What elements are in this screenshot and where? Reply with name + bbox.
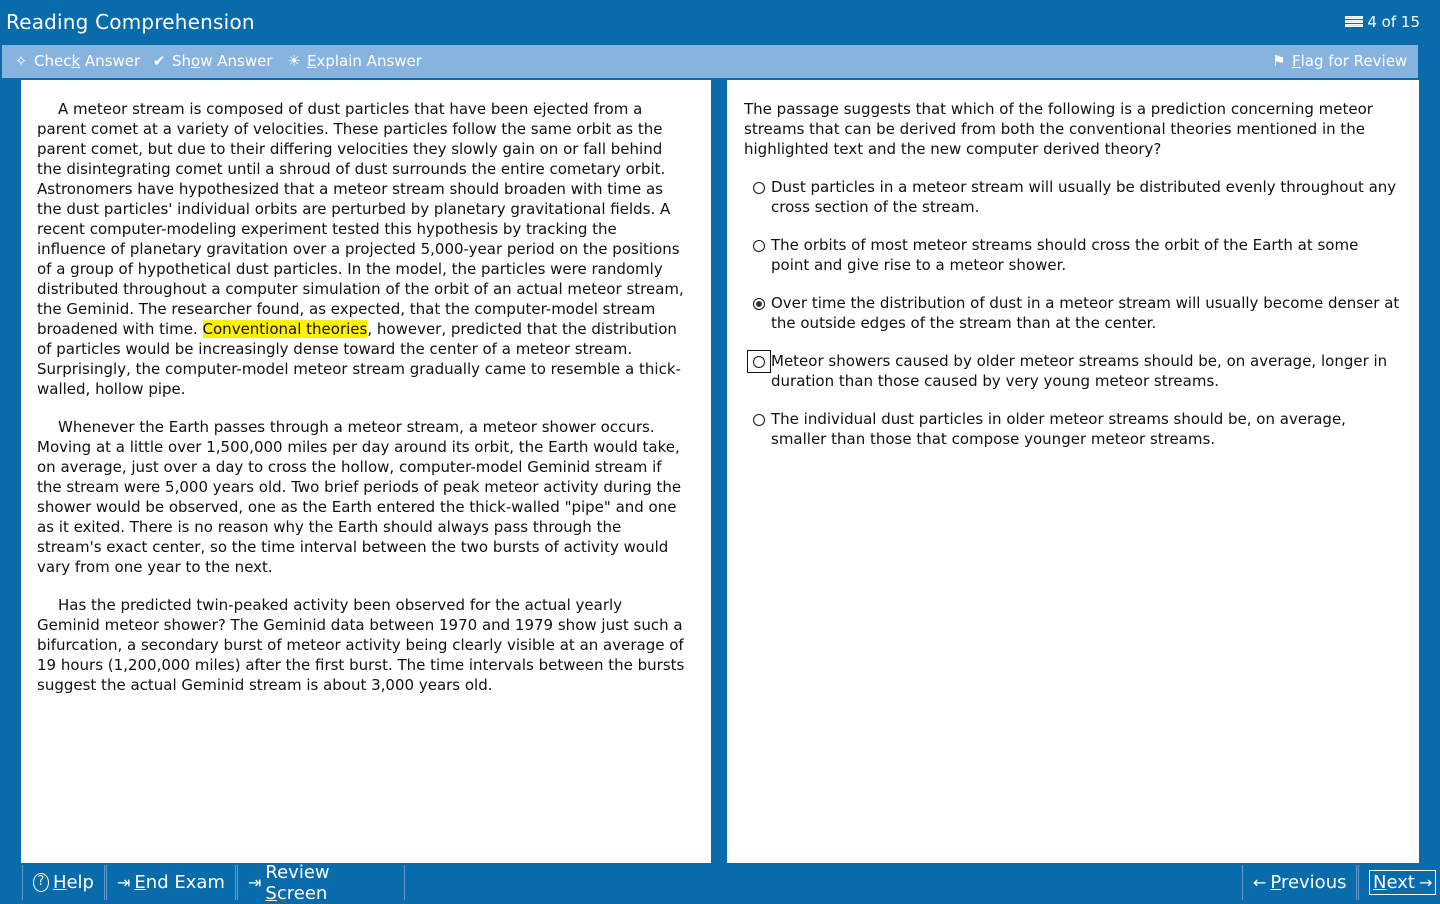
answer-choice-selected[interactable] [751, 293, 1401, 333]
question-counter [1345, 13, 1420, 31]
answer-choice-text: The orbits of most meteor streams should cross the orbit of the Earth at some point and give rise to a meteor shower. [771, 236, 1359, 274]
arrow-left-icon: ← [1253, 873, 1267, 892]
explain-answer-button[interactable] [285, 52, 422, 70]
show-answer-label: Show Answer [172, 52, 273, 70]
question-counter-text: 4 of 15 [1367, 13, 1420, 31]
radio-button[interactable] [753, 414, 765, 426]
answer-choice-text: Meteor showers caused by older meteor streams should be, on average, longer in duration than those caused by very young meteor streams. [771, 352, 1388, 390]
passage-text [37, 99, 689, 713]
answer-choice-focused[interactable] [751, 351, 1401, 391]
review-screen-button[interactable] [237, 861, 405, 904]
wand-icon: ✧ [14, 52, 28, 70]
check-answer-label: Check Answer [34, 52, 141, 70]
next-label: Next [1373, 872, 1415, 893]
review-screen-label: Review Screen [265, 861, 330, 904]
end-exam-label: End Exam [134, 872, 225, 893]
answer-choices [751, 177, 1401, 467]
previous-button[interactable] [1242, 865, 1357, 900]
passage-paragraph-2: Whenever the Earth passes through a meteor stream, a meteor shower occurs. Moving at a little over 1,500,000 miles per day around its orbit, the Earth would take, on average, just over a day to cross the hollow, computer-model Geminid stream if the stream were 5,000 years old. Two brief periods of peak meteor activity during the shower would be observed, one as the Earth entered the thick-walled "pipe" and one as it exited. There is no reason why the Earth should always pass through the stream's exact center, so the time interval between the two bursts of activity would vary from one year to the next. [37, 418, 682, 576]
question-panel [727, 80, 1419, 863]
radio-button-selected[interactable] [753, 298, 765, 310]
flag-for-review-label: Flag for Review [1292, 52, 1408, 70]
explain-answer-label: Explain Answer [307, 52, 422, 70]
passage-panel[interactable] [21, 80, 711, 863]
end-exam-button[interactable] [106, 865, 236, 900]
help-label: Help [52, 872, 94, 893]
bulb-icon: ☀ [287, 52, 301, 70]
show-answer-button[interactable] [150, 52, 273, 70]
page-title: Reading Comprehension [6, 10, 255, 34]
answer-choice[interactable] [751, 409, 1401, 449]
help-icon: ? [33, 873, 49, 892]
next-focus-ring [1369, 870, 1436, 895]
previous-label: Previous [1270, 872, 1347, 893]
answer-choice-text: The individual dust particles in older meteor streams should be, on average, smaller than those that compose younger meteor streams. [771, 410, 1346, 448]
bottom-bar [0, 861, 1440, 904]
question-stem: The passage suggests that which of the following is a prediction concerning meteor streams that can be derived from both the conventional theories mentioned in the highlighted text and the new computer derived theory? [744, 100, 1373, 158]
radio-button[interactable] [753, 182, 765, 194]
flag-icon: ⚑ [1272, 52, 1286, 70]
passage-paragraph-1: A meteor stream is composed of dust particles that have been ejected from a parent comet at a variety of velocities. These particles follow the same orbit as the parent comet, but due to their differing velocities they slowly gain on or fall behind the disintegrating comet until a shroud of dust surrounds the entire cometary orbit. Astronomers have hypothesized that a meteor stream should broaden with time as the dust particles' individual orbits are perturbed by planetary gravitational fields. A recent computer-modeling experiment tested this hypothesis by tracking the influence of planetary gravitation over a projected 5,000-year period on the positions of a group of hypothetical dust particles. In the model, the particles were randomly distributed throughout a computer simulation of the orbit of an actual meteor stream, the Geminid. The researcher found, as expected, that the computer-model stream broadened with time. Conventional theories, however, predicted that the distribution of particles would be increasingly dense toward the center of a meteor stream. Surprisingly, the computer-model meteor stream gradually came to resemble a thick-walled, hollow pipe. [37, 100, 684, 398]
highlighted-text: Conventional theories [202, 320, 368, 338]
check-answer-button[interactable] [12, 52, 140, 70]
check-icon: ✔ [152, 52, 166, 70]
answer-choice-text: Over time the distribution of dust in a meteor stream will usually become denser at the outside edges of the stream than at the center. [771, 294, 1400, 332]
panel-divider[interactable] [711, 80, 727, 863]
arrow-right-icon: → [1418, 873, 1433, 892]
radio-button[interactable] [753, 356, 765, 368]
radio-button[interactable] [753, 240, 765, 252]
help-button[interactable] [22, 865, 105, 900]
review-icon: ⇥ [248, 873, 262, 892]
next-button[interactable] [1358, 865, 1440, 900]
answer-choice-text: Dust particles in a meteor stream will usually be distributed evenly throughout any cross section of the stream. [771, 178, 1397, 216]
toolbar [2, 45, 1418, 78]
flag-for-review-button[interactable] [1270, 52, 1407, 70]
stack-icon [1345, 15, 1363, 29]
title-bar [0, 0, 1440, 44]
passage-paragraph-3: Has the predicted twin-peaked activity been observed for the actual yearly Geminid meteor shower? The Geminid data between 1970 and 1979 show just such a bifurcation, a secondary burst of meteor activity being clearly visible at an average of 19 hours (1,200,000 miles) after the first burst. The time intervals between the bursts suggest the actual Geminid stream is about 3,000 years old. [37, 596, 685, 694]
answer-choice[interactable] [751, 177, 1401, 217]
exit-icon: ⇥ [117, 873, 131, 892]
answer-choice[interactable] [751, 235, 1401, 275]
